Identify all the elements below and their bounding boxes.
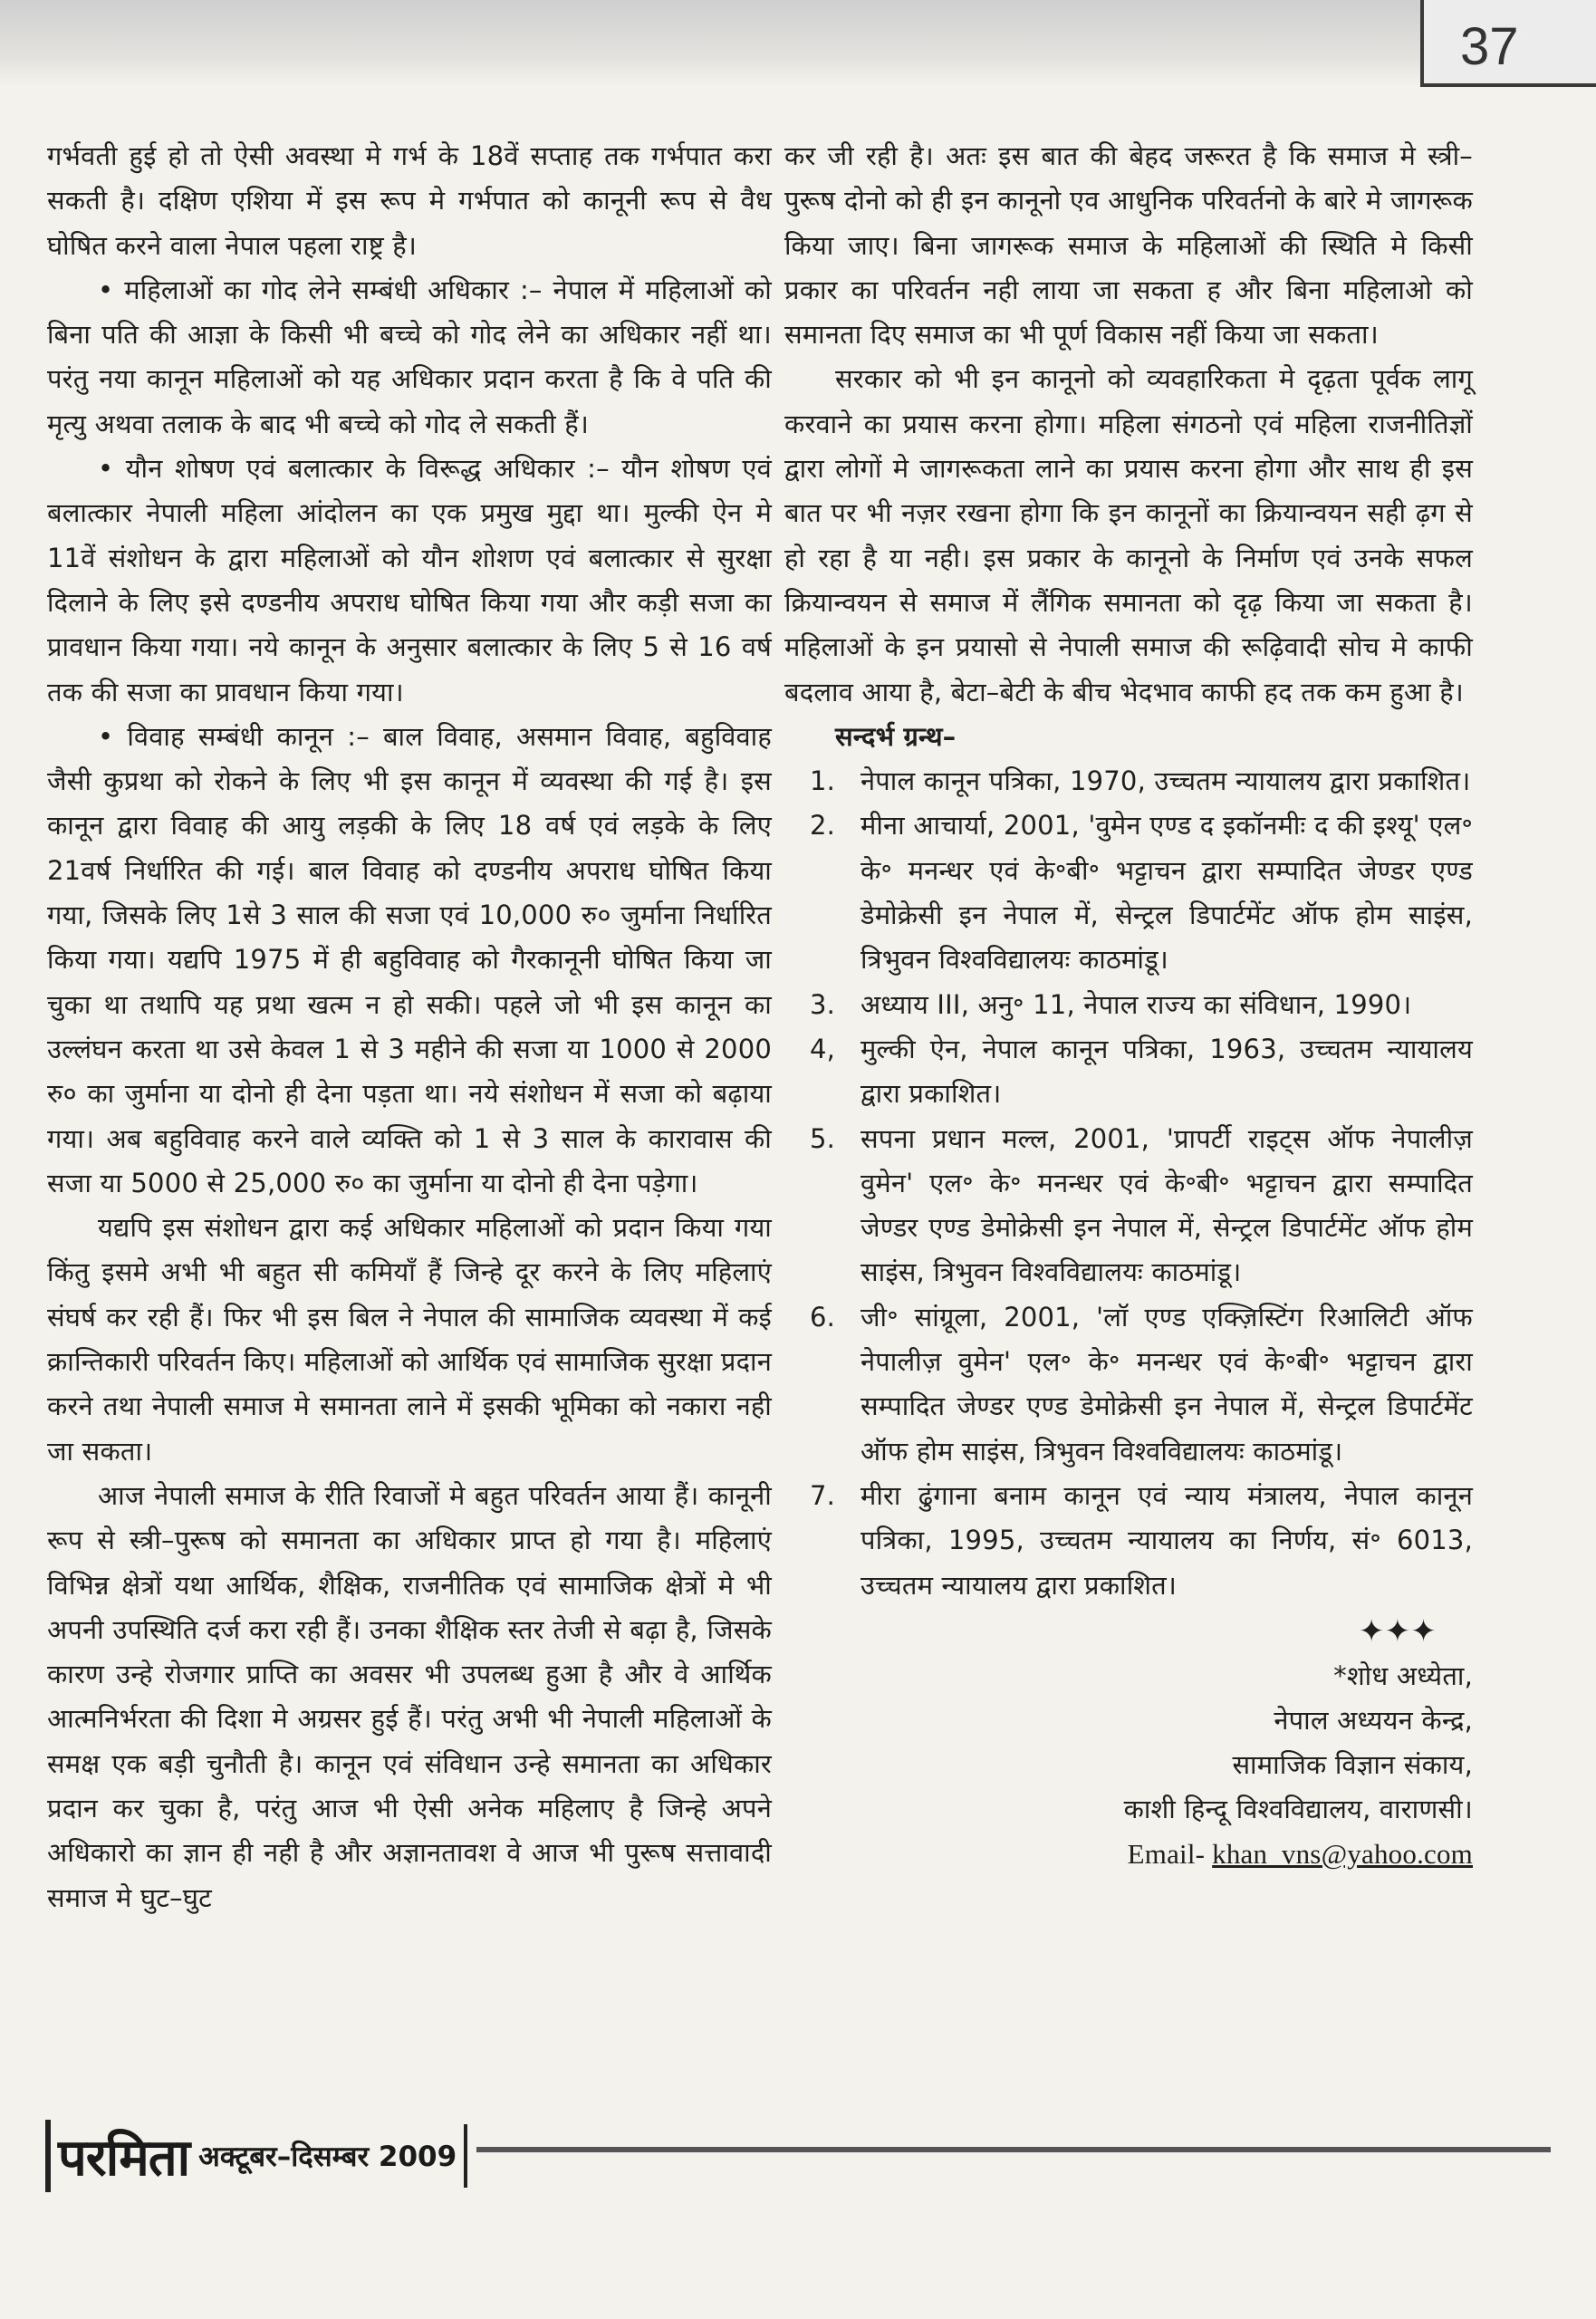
email-line [784,1832,1473,1876]
paragraph: यद्यपि इस संशोधन द्वारा कई अधिकार महिलाओं को प्रदान किया गया किंतु इसमे अभी भी बहुत सी कमियाँ हैं जिन्हे दूर करने के लिए महिलाएं संघर्ष कर रही हैं। फिर भी इस बिल ने नेपाल की सामाजिक व्यवस्था में कई क्रान्तिकारी परिवर्तन किए। महिलाओं को आर्थिक एवं सामाजिक सुरक्षा प्रदान करने तथा नेपाली समाज मे समानता लाने में इसकी भूमिका को नकारा नही जा सकता। [47,1212,772,1467]
reference-item: 3. अध्याय III, अनु॰ 11, नेपाल राज्य का संविधान, 1990। [810,988,1412,1020]
email-label: Email- [1127,1838,1206,1871]
footer-masthead [36,2115,476,2197]
references-heading: सन्दर्भ ग्रन्थ– [835,720,957,752]
paragraph: • विवाह सम्बंधी कानून :– बाल विवाह, असमान विवाह, बहुविवाह जैसी कुप्रथा को रोकने के लिए भी इस कानून में व्यवस्था की गई है। इस कानून द्वारा विवाह की आयु लड़की के लिए 18 वर्ष एवं लड़के के लिए 21वर्ष निर्धारित की गई। बाल विवाह को दण्डनीय अपराध घोषित किया गया, जिसके लिए 1से 3 साल की सजा एवं 10,000 रु० जुर्माना निर्धारित किया गया। यद्यपि 1975 में ही बहुविवाह को गैरकानूनी घोषित किया जा चुका था तथापि यह प्रथा खत्म न हो सकी। पहले जो भी इस कानून का उल्लंघन करता था उसे केवल 1 से 3 महीने की सजा या 1000 से 2000 रु० का जुर्माना या दोनो ही देना पड़ता था। नये संशोधन में सजा को बढ़ाया गया। अब बहुविवाह करने वाले व्यक्ति को 1 से 3 साल के कारावास की सजा या 5000 से 25,000 रु० का जुर्माना या दोनो ही देना पड़ेगा। [47,720,772,1198]
paragraph: • यौन शोषण एवं बलात्कार के विरूद्ध अधिकार :– यौन शोषण एवं बलात्कार नेपाली महिला आंदोलन का एक प्रमुख मुद्दा था। मुल्की ऐन मे 11वें संशोधन के द्वारा महिलाओं को यौन शोशण एवं बलात्कार से सुरक्षा दिलाने के लिए इसे दण्डनीय अपराध घोषित किया गया और कड़ी सजा का प्रावधान किया गया। नये कानून के अनुसार बलात्कार के लिए 5 से 16 वर्ष तक की सजा का प्रावधान किया गया। [47,453,772,707]
page-number: 37 [1460,17,1519,76]
left-column [47,134,772,1920]
affiliation-line: सामाजिक विज्ञान संकाय, [1232,1749,1473,1781]
reference-item: 1. नेपाल कानून पत्रिका, 1970, उच्चतम न्यायालय द्वारा प्रकाशित। [810,765,1471,797]
references-list [784,759,1473,1608]
paragraph: सरकार को भी इन कानूनो को व्यवहारिकता मे दृढ़ता पूर्वक लागू करवाने का प्रयास करना होगा। महिला संगठनो एवं महिला राजनीतिज्ञों द्वारा लोगों मे जागरूकता लाने का प्रयास करना होगा और साथ ही इस बात पर भी नज़र रखना होगा कि इन कानूनों का क्रियान्वयन सही ढ़ग से हो रहा है या नही। इस प्रकार के कानूनो के निर्माण एवं उनके सफल क्रियान्वयन से समाज में लैंगिक समानता को दृढ़ किया जा सकता है। महिलाओं के इन प्रयासो से नेपाली समाज की रूढ़िवादी सोच मे काफी बदलाव आया है, बेटा–बेटी के बीच भेदभाव काफी हद तक कम हुआ है। [784,363,1473,707]
reference-item: 2. मीना आचार्या, 2001, 'वुमेन एण्ड द इकॉनमीः द की इश्यू' एल॰ के॰ मनन्धर एवं के॰बी॰ भट्टाचन द्वारा सम्पादित जेण्डर एण्ड डेमोक्रेसी इन नेपाल में, सेन्ट्रल डिपार्टमेंट ऑफ होम साइंस, त्रिभुवन विश्वविद्यालयः काठमांडू। [810,810,1473,976]
affiliation-line: *शोध अध्येता, [1333,1660,1473,1692]
email-address: khan_vns@yahoo.com [1212,1838,1473,1871]
right-column [784,134,1473,1876]
reference-item: 6. जी॰ सांग्रूला, 2001, 'लॉ एण्ड एक्ज़िस्टिंग रिआलिटी ऑफ नेपालीज़ वुमेन' एल॰ के॰ मनन्धर एवं के॰बी॰ भट्टाचन द्वारा सम्पादित जेण्डर एण्ड डेमोक्रेसी इन नेपाल में, सेन्ट्रल डिपार्टमेंट ऑफ होम साइंस, त्रिभुवन विश्वविद्यालयः काठमांडू। [810,1301,1473,1467]
footer-bar [45,2120,51,2192]
footer-bar [464,2124,467,2188]
journal-logo: परमिता [58,2129,190,2188]
reference-item: 4, मुल्की ऐन, नेपाल कानून पत्रिका, 1963, उच्चतम न्यायालय द्वारा प्रकाशित। [810,1033,1473,1110]
affiliation-line: नेपाल अध्ययन केन्द्र, [1274,1705,1473,1737]
reference-item: 5. सपना प्रधान मल्ल, 2001, 'प्रापर्टी राइट्स ऑफ नेपालीज़ वुमेन' एल॰ के॰ मनन्धर एवं के॰बी॰ भट्टाचन द्वारा सम्पादित जेण्डर एण्ड डेमोक्रेसी इन नेपाल में, सेन्ट्रल डिपार्टमेंट ऑफ होम साइंस, त्रिभुवन विश्वविद्यालयः काठमांडू। [810,1122,1473,1288]
paragraph: गर्भवती हुई हो तो ऐसी अवस्था मे गर्भ के 18वें सप्ताह तक गर्भपात करा सकती है। दक्षिण एशिया में इस रूप मे गर्भपात को कानूनी रूप से वैध घोषित करने वाला नेपाल पहला राष्ट्र है। [47,140,772,261]
page-header-band [0,0,1596,86]
paragraph: आज नेपाली समाज के रीति रिवाजों मे बहुत परिवर्तन आया हैं। कानूनी रूप से स्त्री–पुरूष को समानता का अधिकार प्राप्त हो गया है। महिलाएं विभिन्न क्षेत्रों यथा आर्थिक, शैक्षिक, राजनीतिक एवं सामाजिक क्षेत्रों मे भी अपनी उपस्थिति दर्ज करा रही हैं। उनका शैक्षिक स्तर तेजी से बढ़ा है, जिसके कारण उन्हे रोजगार प्राप्ति का अवसर भी उपलब्ध हुआ है और वे आर्थिक आत्मनिर्भरता की दिशा मे अग्रसर हुई हैं। परंतु अभी भी नेपाली महिलाओं के समक्ष एक बड़ी चुनौती है। कानून एवं संविधान उन्हे समानता का अधिकार प्रदान कर चुका है, परंतु आज भी ऐसी अनेक महिलाए है जिन्हे अपने अधिकारो का ज्ञान ही नही है और अज्ञानतावश वे आज भी पुरूष सत्तावादी समाज मे घुट–घुट [47,1479,772,1913]
reference-item: 7. मीरा ढुंगाना बनाम कानून एवं न्याय मंत्रालय, नेपाल कानून पत्रिका, 1995, उच्चतम न्यायालय का निर्णय, सं॰ 6013, उच्चतम न्यायालय द्वारा प्रकाशित। [810,1479,1473,1601]
paragraph: कर जी रही है। अतः इस बात की बेहद जरूरत है कि समाज मे स्त्री–पुरूष दोनो को ही इन कानूनो एव आधुनिक परिवर्तनो के बारे मे जागरूक किया जाए। बिना जागरूक समाज के महिलाओं की स्थिति मे किसी प्रकार का परिवर्तन नही लाया जा सकता ह और बिना महिलाओ को समानता दिए समाज का भी पूर्ण विकास नहीं किया जा सकता। [784,140,1473,351]
issue-date: अक्टूबर–दिसम्बर 2009 [198,2141,457,2173]
paragraph: • महिलाओं का गोद लेने सम्बंधी अधिकार :– नेपाल में महिलाओं को बिना पति की आज्ञा के किसी भी बच्चे को गोद लेने का अधिकार नहीं था। परंतु नया कानून महिलाओं को यह अधिकार प्रदान करता है कि वे पति की मृत्यु अथवा तलाक के बाद भी बच्चे को गोद ले सकती हैं। [47,274,772,439]
section-separator: ✦✦✦ [1358,1612,1437,1650]
affiliation-line: काशी हिन्दू विश्वविद्यालय, वाराणसी। [1123,1794,1473,1825]
author-affiliation [784,1654,1473,1876]
